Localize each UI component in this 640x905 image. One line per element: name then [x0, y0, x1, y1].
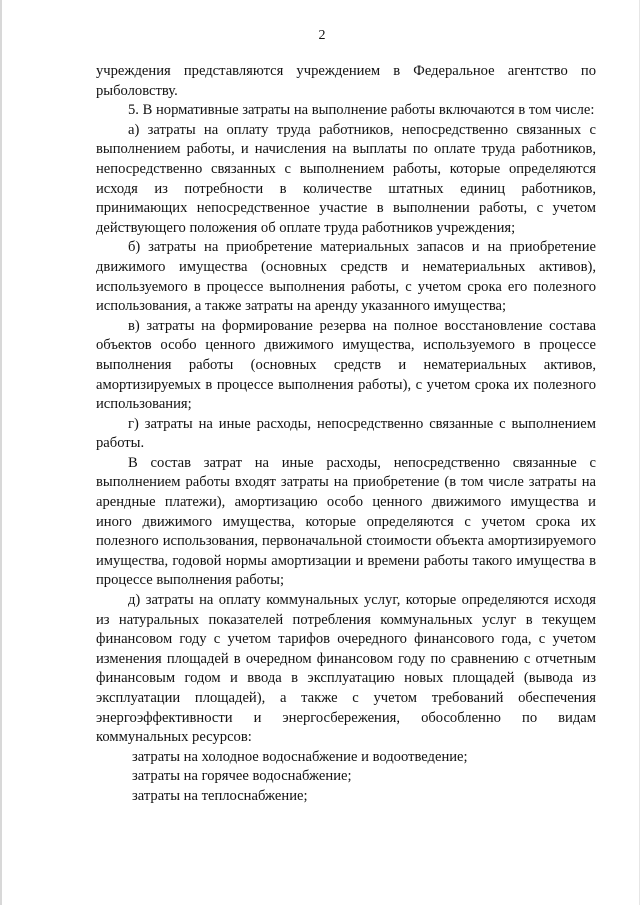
document-body: [96, 62, 596, 807]
paragraph-item-a: а) затраты на оплату труда работников, непосредственно связанных с выполнением работы, и начисления на выплаты по оплате труда работников, непосредственно связанных с выполнением работы, которые определяются исходя из потребности в количестве штатных единиц работников, принимающих непосредственное участие в выполнении работы, с учетом действующего положения об оплате труда работников учреждения;: [96, 121, 596, 236]
paragraph-intro-continuation: учреждения представляются учреждением в Федеральное агентство по рыболовству.: [96, 63, 596, 99]
paragraph-item-d: д) затраты на оплату коммунальных услуг, которые определяются исходя из натуральных показателей потребления коммунальных услуг в текущем финансовом году с учетом тарифов очередного финансового года, с учетом изменения площадей в очередном финансовом году по сравнению с отчетным финансовым годом и ввода в эксплуатацию новых площадей (вывода из эксплуатации площадей), а также с учетом требований обеспечения энергоэффективности и энергосбережения, обособленно по видам коммунальных ресурсов:: [96, 592, 596, 746]
paragraph-item-b: б) затраты на приобретение материальных запасов и на приобретение движимого имущества (основных средств и нематериальных активов), используемого в процессе выполнения работы, с учетом срока его полезного использования, а также затраты на аренду указанного имущества;: [96, 239, 596, 315]
paragraph-item-g: г) затраты на иные расходы, непосредственно связанные с выполнением работы.: [96, 415, 596, 452]
list-item: затраты на теплоснабжение;: [132, 787, 308, 804]
paragraph-other-expenses: В состав затрат на иные расходы, непосредственно связанные с выполнением работы входят затраты на приобретение (в том числе затраты на арендные платежи), амортизацию особо ценного движимого имущества и иного движимого имущества, которые определяются с учетом срока их полезного использования, первоначальной стоимости объекта амортизируемого имущества, годовой нормы амортизации и времени работы такого имущества в процессе выполнения работы;: [96, 454, 596, 589]
paragraph-item-5: 5. В нормативные затраты на выполнение работы включаются в том числе:: [128, 102, 595, 119]
list-item: затраты на горячее водоснабжение;: [132, 768, 352, 785]
paragraph-item-v: в) затраты на формирование резерва на полное восстановление состава объектов особо ценного движимого имущества, используемого в процессе выполнения работы (основных средств и нематериальных активов, амортизируемых в процессе выполнения работы), с учетом срока их полезного использования;: [96, 317, 596, 413]
list-item: затраты на холодное водоснабжение и водоотведение;: [132, 748, 468, 765]
page-number: 2: [318, 28, 326, 43]
